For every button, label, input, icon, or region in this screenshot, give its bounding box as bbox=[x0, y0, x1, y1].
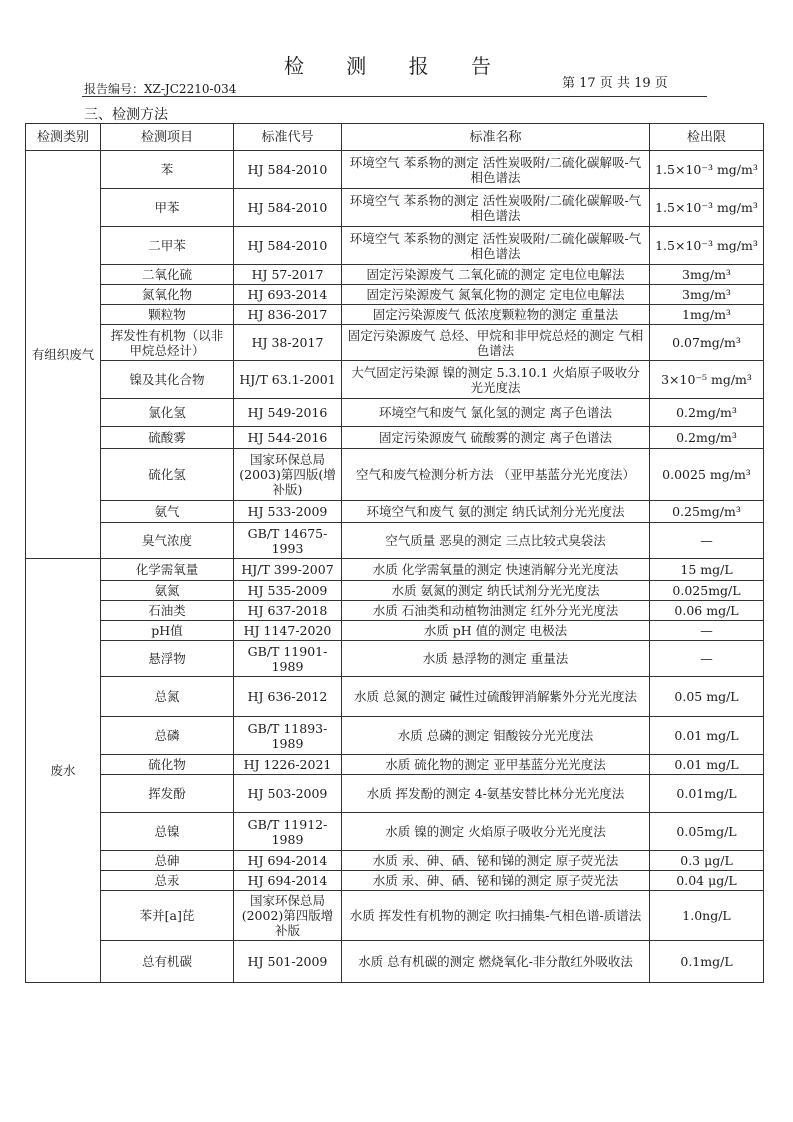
code-cell: HJ 636-2012 bbox=[234, 677, 342, 717]
limit-cell: 0.07mg/m³ bbox=[650, 325, 764, 361]
name-cell: 环境空气和废气 氯化氢的测定 离子色谱法 bbox=[342, 399, 650, 427]
code-cell: HJ 1226-2021 bbox=[234, 755, 342, 775]
name-cell: 水质 总氮的测定 碱性过硫酸钾消解紫外分光光度法 bbox=[342, 677, 650, 717]
name-cell: 水质 挥发性有机物的测定 吹扫捕集-气相色谱-质谱法 bbox=[342, 891, 650, 941]
code-cell: 国家环保总局(2003)第四版(增补版) bbox=[234, 449, 342, 501]
table-row bbox=[26, 325, 764, 361]
code-cell: HJ 549-2016 bbox=[234, 399, 342, 427]
table-row bbox=[26, 851, 764, 871]
item-cell: pH值 bbox=[101, 621, 234, 641]
name-cell: 环境空气和废气 氨的测定 纳氏试剂分光光度法 bbox=[342, 501, 650, 523]
table-row bbox=[26, 361, 764, 399]
limit-cell: 0.025mg/L bbox=[650, 581, 764, 601]
report-number: 报告编号：XZ-JC2210-034 bbox=[84, 82, 237, 96]
item-cell: 氨气 bbox=[101, 501, 234, 523]
column-header: 检测类别 bbox=[26, 124, 101, 151]
table-row bbox=[26, 621, 764, 641]
limit-cell: 0.2mg/m³ bbox=[650, 427, 764, 449]
page-info: 第 17 页 共 19 页 bbox=[562, 76, 668, 91]
table-row bbox=[26, 285, 764, 305]
item-cell: 挥发性有机物（以非甲烷总烃计） bbox=[101, 325, 234, 361]
name-cell: 环境空气 苯系物的测定 活性炭吸附/二硫化碳解吸-气相色谱法 bbox=[342, 189, 650, 227]
code-cell: HJ 1147-2020 bbox=[234, 621, 342, 641]
code-cell: HJ 694-2014 bbox=[234, 871, 342, 891]
code-cell: HJ 503-2009 bbox=[234, 775, 342, 813]
item-cell: 总镍 bbox=[101, 813, 234, 851]
table-row bbox=[26, 677, 764, 717]
code-cell: HJ 694-2014 bbox=[234, 851, 342, 871]
item-cell: 二氧化硫 bbox=[101, 265, 234, 285]
name-cell: 水质 汞、砷、硒、铋和锑的测定 原子荧光法 bbox=[342, 851, 650, 871]
limit-cell: — bbox=[650, 641, 764, 677]
table-row bbox=[26, 871, 764, 891]
limit-cell: 0.25mg/m³ bbox=[650, 501, 764, 523]
name-cell: 水质 硫化物的测定 亚甲基蓝分光光度法 bbox=[342, 755, 650, 775]
item-cell: 氮氧化物 bbox=[101, 285, 234, 305]
table-row bbox=[26, 641, 764, 677]
table-row bbox=[26, 427, 764, 449]
code-cell: HJ 544-2016 bbox=[234, 427, 342, 449]
table-row bbox=[26, 891, 764, 941]
column-header: 标准代号 bbox=[234, 124, 342, 151]
column-header: 检出限 bbox=[650, 124, 764, 151]
limit-cell: 1.5×10⁻³ mg/m³ bbox=[650, 189, 764, 227]
item-cell: 石油类 bbox=[101, 601, 234, 621]
table-header-row bbox=[26, 124, 764, 151]
table-row bbox=[26, 581, 764, 601]
table-row bbox=[26, 449, 764, 501]
code-cell: HJ 584-2010 bbox=[234, 151, 342, 189]
code-cell: HJ 584-2010 bbox=[234, 227, 342, 265]
name-cell: 水质 镍的测定 火焰原子吸收分光光度法 bbox=[342, 813, 650, 851]
name-cell: 空气和废气检测分析方法 （亚甲基蓝分光光度法） bbox=[342, 449, 650, 501]
item-cell: 总有机碳 bbox=[101, 941, 234, 983]
code-cell: GB/T 11901-1989 bbox=[234, 641, 342, 677]
name-cell: 固定污染源废气 氮氧化物的测定 定电位电解法 bbox=[342, 285, 650, 305]
code-cell: HJ 836-2017 bbox=[234, 305, 342, 325]
code-cell: HJ 533-2009 bbox=[234, 501, 342, 523]
limit-cell: 0.06 mg/L bbox=[650, 601, 764, 621]
code-cell: GB/T 11893-1989 bbox=[234, 717, 342, 755]
table-row bbox=[26, 399, 764, 427]
code-cell: HJ/T 63.1-2001 bbox=[234, 361, 342, 399]
name-cell: 水质 氨氮的测定 纳氏试剂分光光度法 bbox=[342, 581, 650, 601]
item-cell: 总氮 bbox=[101, 677, 234, 717]
code-cell: HJ 584-2010 bbox=[234, 189, 342, 227]
limit-cell: 0.3 μg/L bbox=[650, 851, 764, 871]
item-cell: 苯并[a]芘 bbox=[101, 891, 234, 941]
item-cell: 氯化氢 bbox=[101, 399, 234, 427]
code-cell: HJ 57-2017 bbox=[234, 265, 342, 285]
code-cell: HJ 637-2018 bbox=[234, 601, 342, 621]
item-cell: 总汞 bbox=[101, 871, 234, 891]
item-cell: 悬浮物 bbox=[101, 641, 234, 677]
column-header: 检测项目 bbox=[101, 124, 234, 151]
limit-cell: 0.2mg/m³ bbox=[650, 399, 764, 427]
limit-cell: 15 mg/L bbox=[650, 559, 764, 581]
limit-cell: 0.04 μg/L bbox=[650, 871, 764, 891]
table-row bbox=[26, 501, 764, 523]
item-cell: 总磷 bbox=[101, 717, 234, 755]
name-cell: 环境空气 苯系物的测定 活性炭吸附/二硫化碳解吸-气相色谱法 bbox=[342, 227, 650, 265]
item-cell: 总砷 bbox=[101, 851, 234, 871]
limit-cell: 1.5×10⁻³ mg/m³ bbox=[650, 227, 764, 265]
item-cell: 苯 bbox=[101, 151, 234, 189]
table-row bbox=[26, 189, 764, 227]
table-row bbox=[26, 717, 764, 755]
code-cell: HJ 535-2009 bbox=[234, 581, 342, 601]
section-title: 三、检测方法 bbox=[84, 107, 168, 123]
table-row bbox=[26, 941, 764, 983]
table-row bbox=[26, 523, 764, 559]
limit-cell: 0.05 mg/L bbox=[650, 677, 764, 717]
item-cell: 挥发酚 bbox=[101, 775, 234, 813]
table-row bbox=[26, 775, 764, 813]
table-row bbox=[26, 813, 764, 851]
name-cell: 水质 汞、砷、硒、铋和锑的测定 原子荧光法 bbox=[342, 871, 650, 891]
code-cell: GB/T 14675-1993 bbox=[234, 523, 342, 559]
table-row bbox=[26, 305, 764, 325]
code-cell: HJ 693-2014 bbox=[234, 285, 342, 305]
report-title: 检 测 报 告 bbox=[283, 54, 510, 78]
name-cell: 环境空气 苯系物的测定 活性炭吸附/二硫化碳解吸-气相色谱法 bbox=[342, 151, 650, 189]
code-cell: HJ/T 399-2007 bbox=[234, 559, 342, 581]
name-cell: 水质 总磷的测定 钼酸铵分光光度法 bbox=[342, 717, 650, 755]
name-cell: 水质 石油类和动植物油测定 红外分光光度法 bbox=[342, 601, 650, 621]
item-cell: 镍及其化合物 bbox=[101, 361, 234, 399]
category-cell: 有组织废气 bbox=[26, 151, 101, 559]
item-cell: 化学需氧量 bbox=[101, 559, 234, 581]
table-row bbox=[26, 755, 764, 775]
item-cell: 臭气浓度 bbox=[101, 523, 234, 559]
item-cell: 硫酸雾 bbox=[101, 427, 234, 449]
limit-cell: 0.01 mg/L bbox=[650, 755, 764, 775]
limit-cell: — bbox=[650, 621, 764, 641]
limit-cell: 3×10⁻⁵ mg/m³ bbox=[650, 361, 764, 399]
table-row bbox=[26, 601, 764, 621]
limit-cell: 0.01mg/L bbox=[650, 775, 764, 813]
limit-cell: 0.1mg/L bbox=[650, 941, 764, 983]
code-cell: HJ 501-2009 bbox=[234, 941, 342, 983]
limit-cell: 3mg/m³ bbox=[650, 285, 764, 305]
limit-cell: 0.0025 mg/m³ bbox=[650, 449, 764, 501]
table-body bbox=[26, 151, 764, 983]
name-cell: 固定污染源废气 硫酸雾的测定 离子色谱法 bbox=[342, 427, 650, 449]
name-cell: 固定污染源废气 总烃、甲烷和非甲烷总烃的测定 气相色谱法 bbox=[342, 325, 650, 361]
name-cell: 固定污染源废气 低浓度颗粒物的测定 重量法 bbox=[342, 305, 650, 325]
limit-cell: 1mg/m³ bbox=[650, 305, 764, 325]
limit-cell: — bbox=[650, 523, 764, 559]
name-cell: 大气固定污染源 镍的测定 5.3.10.1 火焰原子吸收分光光度法 bbox=[342, 361, 650, 399]
name-cell: 水质 化学需氧量的测定 快速消解分光光度法 bbox=[342, 559, 650, 581]
table-row bbox=[26, 559, 764, 581]
item-cell: 甲苯 bbox=[101, 189, 234, 227]
name-cell: 水质 pH 值的测定 电极法 bbox=[342, 621, 650, 641]
table-row bbox=[26, 227, 764, 265]
item-cell: 硫化氢 bbox=[101, 449, 234, 501]
limit-cell: 1.5×10⁻³ mg/m³ bbox=[650, 151, 764, 189]
item-cell: 颗粒物 bbox=[101, 305, 234, 325]
limit-cell: 1.0ng/L bbox=[650, 891, 764, 941]
table-row bbox=[26, 151, 764, 189]
name-cell: 水质 悬浮物的测定 重量法 bbox=[342, 641, 650, 677]
limit-cell: 0.05mg/L bbox=[650, 813, 764, 851]
name-cell: 水质 挥发酚的测定 4-氨基安替比林分光光度法 bbox=[342, 775, 650, 813]
table-row bbox=[26, 265, 764, 285]
header-divider bbox=[82, 96, 707, 97]
name-cell: 空气质量 恶臭的测定 三点比较式臭袋法 bbox=[342, 523, 650, 559]
item-cell: 氨氮 bbox=[101, 581, 234, 601]
limit-cell: 3mg/m³ bbox=[650, 265, 764, 285]
category-cell: 废水 bbox=[26, 559, 101, 983]
item-cell: 二甲苯 bbox=[101, 227, 234, 265]
limit-cell: 0.01 mg/L bbox=[650, 717, 764, 755]
methods-table bbox=[25, 123, 764, 983]
code-cell: HJ 38-2017 bbox=[234, 325, 342, 361]
name-cell: 水质 总有机碳的测定 燃烧氧化-非分散红外吸收法 bbox=[342, 941, 650, 983]
code-cell: GB/T 11912-1989 bbox=[234, 813, 342, 851]
column-header: 标准名称 bbox=[342, 124, 650, 151]
item-cell: 硫化物 bbox=[101, 755, 234, 775]
code-cell: 国家环保总局(2002)第四版增补版 bbox=[234, 891, 342, 941]
name-cell: 固定污染源废气 二氧化硫的测定 定电位电解法 bbox=[342, 265, 650, 285]
